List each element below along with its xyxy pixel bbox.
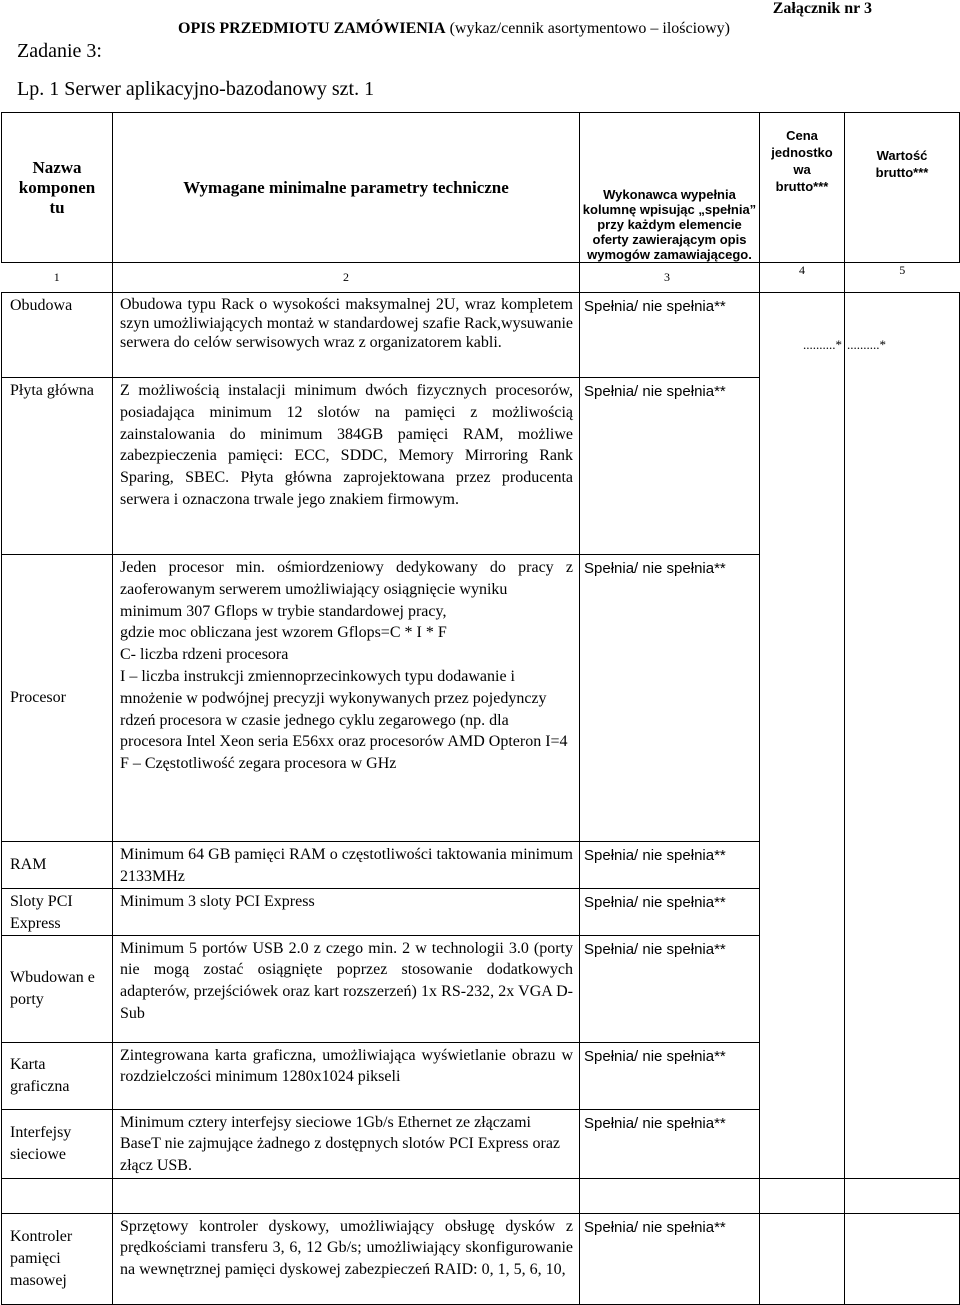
requirement-cell: Minimum 3 sloty PCI Express — [113, 888, 580, 935]
col-header-unit-price: Cena jednostko wa brutto*** — [760, 113, 845, 263]
status-cell: Spełnia/ nie spełnia** — [580, 1109, 760, 1178]
status-cell: Spełnia/ nie spełnia** — [580, 888, 760, 935]
requirement-cell: Minimum cztery interfejsy sieciowe 1Gb/s Ethernet ze złączami BaseT nie zajmujące żadnego z dostępnych slotów PCI Express oraz złącz USB. — [113, 1109, 580, 1178]
requirement-line: C- liczba rdzeni procesora — [120, 646, 289, 664]
requirement-cell: Minimum 64 GB pamięci RAM o częstotliwości taktowania minimum 2133MHz — [113, 842, 580, 889]
table-header-row — [2, 113, 960, 263]
gap-cell — [2, 1178, 113, 1213]
value-cell[interactable] — [845, 293, 960, 1179]
table-row — [2, 1213, 960, 1304]
col-header-params: Wymagane minimalne parametry techniczne — [113, 113, 580, 263]
col-number-4: 4 — [760, 263, 845, 293]
requirement-cell: Zintegrowana karta graficzna, umożliwiająca wyświetlanie obrazu w rozdzielczości minimum 1280x1024 pikseli — [113, 1042, 580, 1109]
component-cell: Procesor — [2, 555, 113, 842]
component-cell: RAM — [2, 842, 113, 889]
task-label: Zadanie 3: — [17, 40, 102, 62]
document-title-rest: (wykaz/cennik asortymentowo – ilościowy) — [445, 20, 730, 37]
component-cell: Kontroler pamięci masowej — [2, 1213, 113, 1304]
item-line: Lp. 1 Serwer aplikacyjno-bazodanowy szt. 1 — [17, 78, 375, 100]
specification-table — [1, 112, 960, 1305]
col-number-5: 5 — [899, 263, 906, 277]
status-cell: Spełnia/ nie spełnia** — [580, 842, 760, 889]
requirement-line: F – Częstotliwość zegara procesora w GHz — [120, 755, 397, 773]
component-cell: Wbudowan e porty — [2, 935, 113, 1042]
requirement-line: I – liczba instrukcji zmiennoprzecinkowych typu dodawanie i mnożenie w podwójnej precyzji wykonywanych przez pojedynczy rdzeń procesora w czasie jednego cyklu zegarowego (np. dla procesora Intel Xeon seria E56xx oraz procesorów AMD Opteron I=4 — [120, 667, 568, 751]
component-cell: Karta graficzna — [2, 1042, 113, 1109]
gap-cell — [580, 1178, 760, 1213]
gap-cell — [845, 1178, 960, 1213]
requirement-cell: Minimum 5 portów USB 2.0 z czego min. 2 w technologii 3.0 (porty nie mogą zostać osiągnięte poprzez stosowanie dodatkowych adapterów, przejściówek oraz kart rozszerzeń) 1x RS-232, 2x VGA D-Sub — [113, 935, 580, 1042]
requirement-line: gdzie moc obliczana jest wzorem Gflops=C * I * F — [120, 624, 447, 642]
component-cell: Sloty PCI Express — [2, 888, 113, 935]
component-cell: Interfejsy sieciowe — [2, 1109, 113, 1178]
requirement-line: minimum 307 Gflops w trybie standardowej pracy, — [120, 602, 447, 620]
status-cell: Spełnia/ nie spełnia** — [580, 555, 760, 842]
requirement-cell: Z możliwością instalacji minimum dwóch fizycznych procesorów, posiadająca minimum 12 slotów na pamięci z możliwością zainstalowania do minimum 384GB pamięci RAM, możliwe zabezpieczenia pamięci: ECC, SDDC, Memory Mirroring Rank Sparing, SBEC. Płyta główna zaprojektowana przez producenta serwera i oznaczona trwale jego znakiem firmowym. — [113, 378, 580, 555]
value-placeholder: ..........* — [847, 337, 886, 352]
requirement-cell — [113, 555, 580, 842]
col-number-1: 1 — [2, 263, 113, 293]
status-cell: Spełnia/ nie spełnia** — [580, 1042, 760, 1109]
unit-price-cell[interactable] — [760, 293, 845, 1179]
unit-price-placeholder: ..........* — [803, 337, 842, 352]
requirement-intro: Jeden procesor min. ośmiordzeniowy dedykowany do pracy z zaoferowanym serwerem umożliwiający osiągnięcie wyniku — [120, 559, 573, 598]
table-gap-row — [2, 1178, 960, 1213]
gap-cell — [760, 1178, 845, 1213]
document-title-bold: OPIS PRZEDMIOTU ZAMÓWIENIA — [178, 20, 446, 37]
status-cell: Spełnia/ nie spełnia** — [580, 1213, 760, 1304]
status-cell: Spełnia/ nie spełnia** — [580, 378, 760, 555]
status-cell: Spełnia/ nie spełnia** — [580, 293, 760, 378]
requirement-cell: Obudowa typu Rack o wysokości maksymalnej 2U, wraz kompletem szyn umożliwiających montaż w standardowej szafie Rack,wysuwanie serwera do celów serwisowych wraz z organizatorem kabli. — [113, 293, 580, 378]
gap-cell — [113, 1178, 580, 1213]
unit-price-cell[interactable] — [760, 1213, 845, 1304]
column-number-row — [2, 263, 960, 293]
col-number-2: 2 — [113, 263, 580, 293]
document-title — [178, 20, 730, 38]
col-header-component: Nazwa komponen tu — [2, 113, 113, 263]
table-row — [2, 293, 960, 378]
col-number-3: 3 — [580, 263, 760, 293]
attachment-label: Załącznik nr 3 — [772, 0, 872, 17]
col-header-value: Wartość brutto*** — [845, 113, 960, 263]
status-cell: Spełnia/ nie spełnia** — [580, 935, 760, 1042]
value-cell[interactable] — [845, 1213, 960, 1304]
component-cell: Obudowa — [2, 293, 113, 378]
col-header-contractor: Wykonawca wypełnia kolumnę wpisując „spełnia” przy każdym elemencie oferty zawierającym opis wymogów zamawiającego. — [580, 113, 760, 263]
component-cell: Płyta główna — [2, 378, 113, 555]
requirement-cell: Sprzętowy kontroler dyskowy, umożliwiający obsługę dysków z prędkościami transferu 3, 6, 12 Gb/s; umożliwiający skonfigurowanie na wewnętrznej pamięci dyskowej zabezpieczeń RAID: 0, 1, 5, 6, 10, — [113, 1213, 580, 1304]
